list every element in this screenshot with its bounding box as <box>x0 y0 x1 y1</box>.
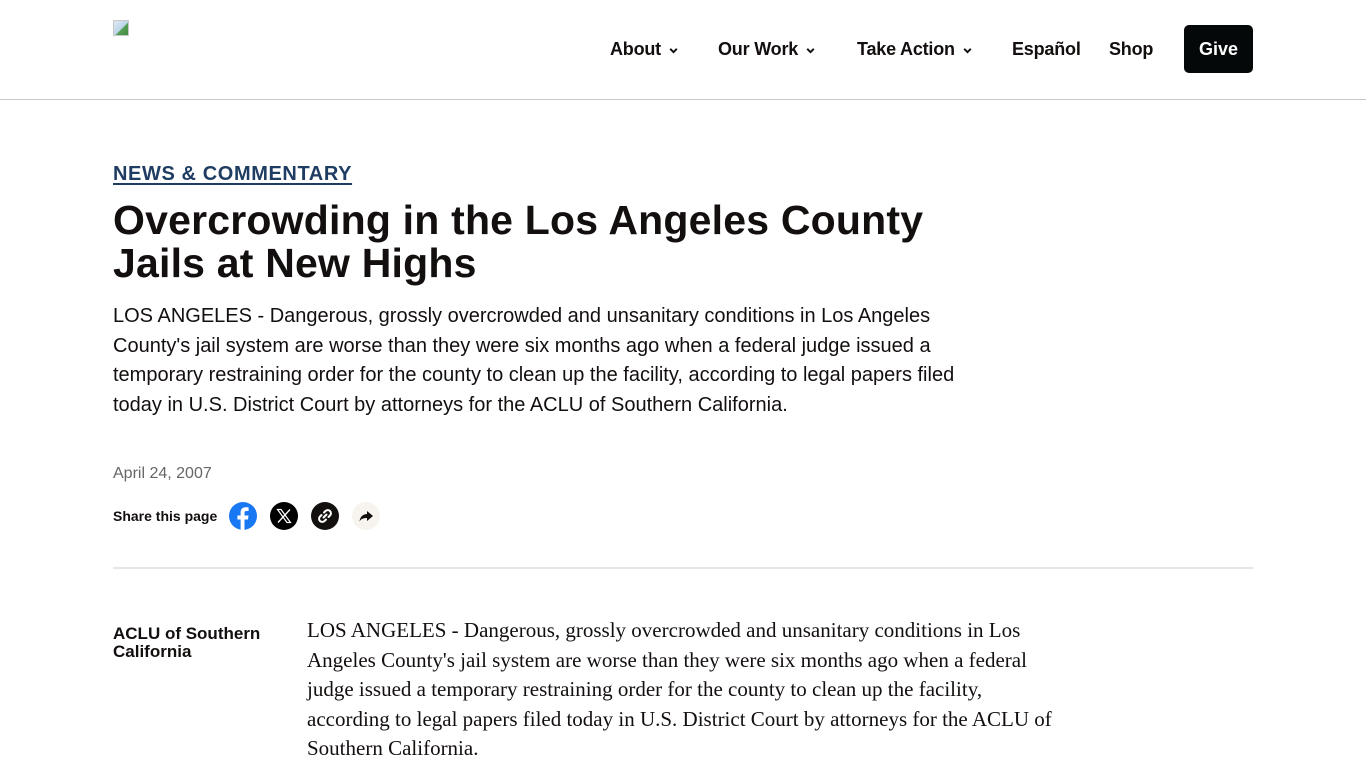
chevron-down-icon <box>962 45 973 56</box>
share-facebook-button[interactable] <box>229 502 257 530</box>
x-icon <box>276 508 292 524</box>
copy-link-button[interactable] <box>311 502 339 530</box>
share-bar <box>113 500 393 532</box>
author-byline: ACLU of Southern California <box>113 624 261 661</box>
nav-about-label: About <box>610 38 661 59</box>
nav-shop-label: Shop <box>1109 38 1154 59</box>
nav-shop[interactable] <box>1109 25 1153 73</box>
nav-take-action-label: Take Action <box>857 38 955 59</box>
nav-our-work[interactable] <box>718 25 816 73</box>
nav-our-work-label: Our Work <box>718 38 799 59</box>
publish-date: April 24, 2007 <box>113 465 212 482</box>
chevron-down-icon <box>805 45 816 56</box>
share-label: Share this page <box>113 508 218 524</box>
article-summary: LOS ANGELES - Dangerous, grossly overcrowded and unsanitary conditions in Los Angeles County's jail system are worse than they were six months ago when a federal judge issued a temporary restraining order for the county to clean up the facility, according to legal papers filed today in U.S. District Court by attorneys for the ACLU of Southern California. <box>113 305 955 416</box>
give-button[interactable]: Give <box>1184 25 1253 73</box>
share-arrow-icon <box>358 508 374 524</box>
facebook-icon <box>229 502 257 530</box>
share-x-button[interactable] <box>270 502 298 530</box>
chevron-down-icon <box>668 45 679 56</box>
site-header <box>0 0 1366 100</box>
share-more-button[interactable] <box>352 502 380 530</box>
link-icon <box>316 507 334 525</box>
nav-about[interactable] <box>610 25 679 73</box>
nav-take-action[interactable] <box>857 25 973 73</box>
page-title: Overcrowding in the Los Angeles County Jails at New Highs <box>113 197 924 286</box>
nav-espanol-label: Español <box>1012 38 1081 59</box>
category-link[interactable]: NEWS & COMMENTARY <box>113 163 353 185</box>
nav-espanol[interactable] <box>1012 25 1081 73</box>
section-divider <box>113 567 1253 569</box>
article-body: LOS ANGELES - Dangerous, grossly overcrowded and unsanitary conditions in Los Angeles County's jail system are worse than they were six months ago when a federal judge issued a temporary restraining order for the county to clean up the facility, according to legal papers filed today in U.S. District Court by attorneys for the ACLU of Southern California. <box>307 618 1052 760</box>
main-nav <box>0 25 1366 73</box>
